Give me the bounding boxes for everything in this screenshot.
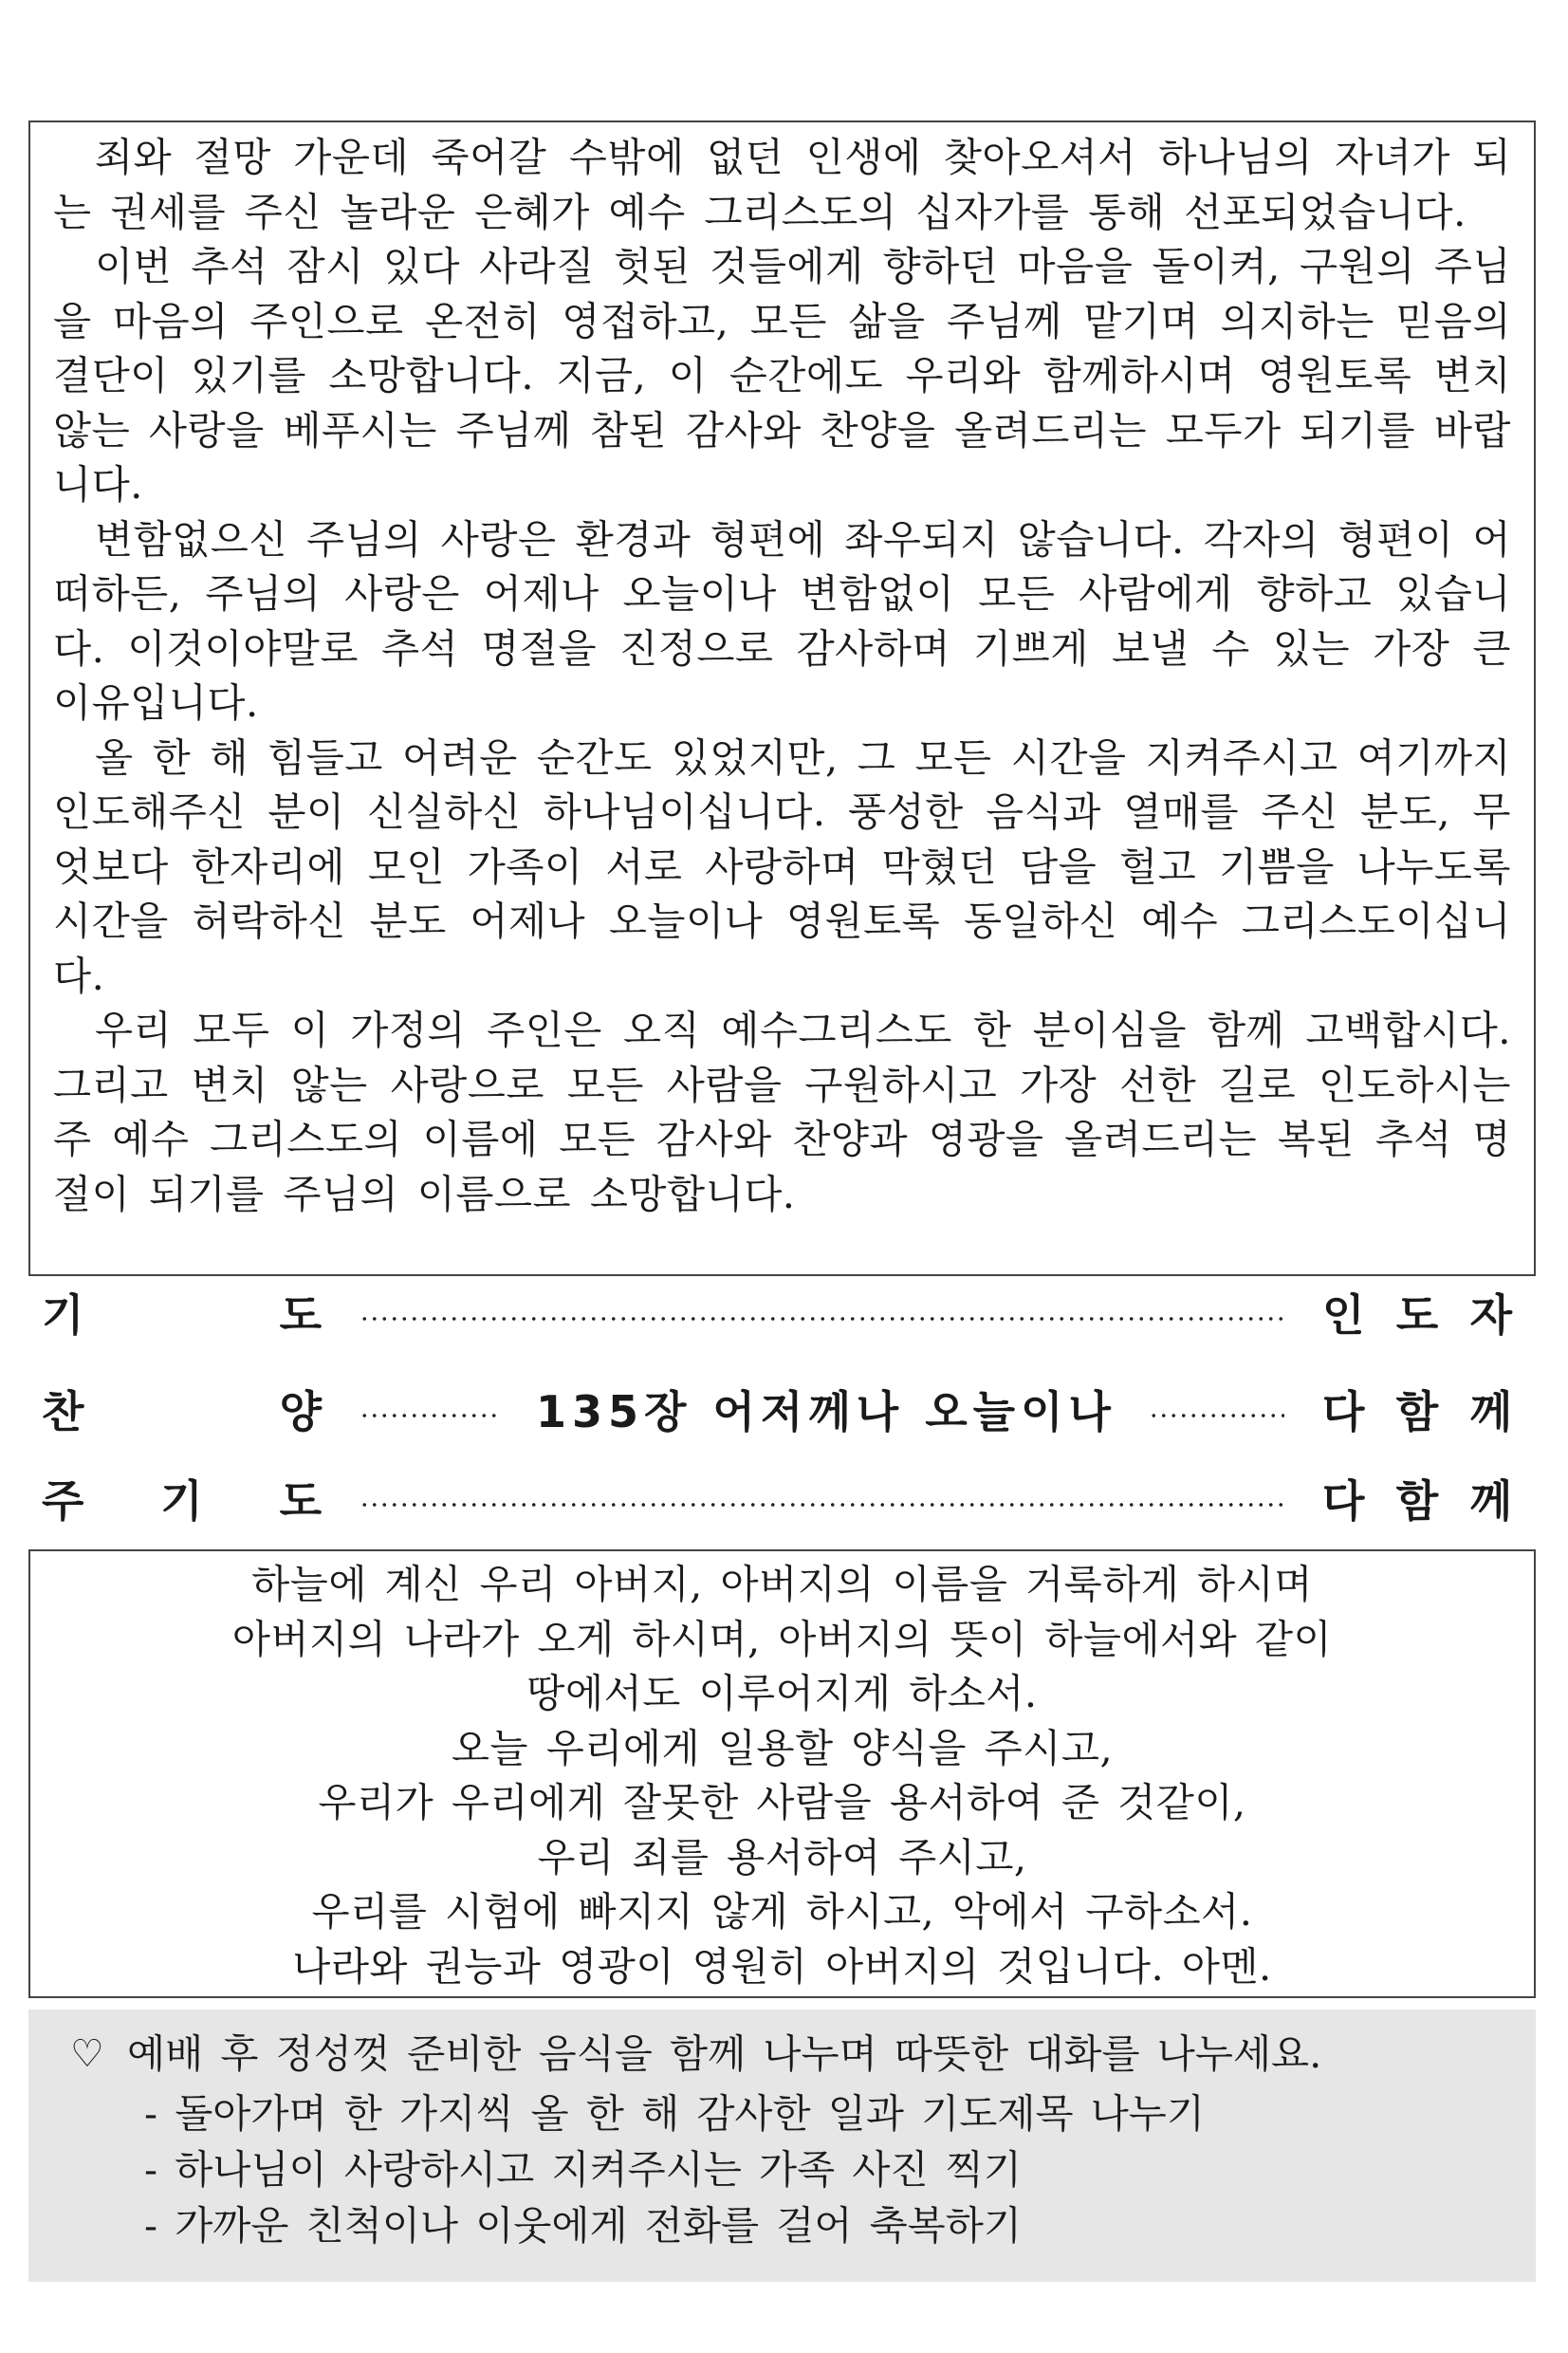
order-leader-char: 다 bbox=[1322, 1475, 1365, 1527]
order-leader-prayer bbox=[1322, 1281, 1512, 1343]
order-label-char: 주 bbox=[42, 1475, 84, 1527]
dotted-leader bbox=[360, 1503, 1284, 1507]
list-item: - 돌아가며 한 가지씩 올 한 해 감사한 일과 기도제목 나누기 bbox=[144, 2090, 1205, 2137]
dotted-leader bbox=[360, 1317, 1284, 1321]
order-label-hymn bbox=[42, 1378, 322, 1440]
list-item: - 하나님이 사랑하시고 지켜주시는 가족 사진 찍기 bbox=[144, 2146, 1022, 2193]
order-leader-char: 께 bbox=[1469, 1475, 1512, 1527]
order-label-char: 양 bbox=[279, 1386, 322, 1437]
order-label-char: 도 bbox=[279, 1289, 322, 1341]
message-paragraph: 죄와 절망 가운데 죽어갈 수밖에 없던 인생에 찾아오셔서 하나님의 자녀가 되는 권세를 주신 놀라운 은혜가 예수 그리스도의 십자가를 통해 선포되었습니다. bbox=[53, 134, 1511, 235]
message-box bbox=[28, 120, 1536, 1276]
prayer-line: 오늘 우리에게 일용할 양식을 주시고, bbox=[451, 1724, 1114, 1771]
notice-heading: 예배 후 정성껏 준비한 음식을 함께 나누며 따뜻한 대화를 나누세요. bbox=[127, 2030, 1322, 2077]
notice-heading-row bbox=[70, 2030, 1321, 2078]
order-leader-hymn bbox=[1322, 1378, 1512, 1440]
message-paragraph: 우리 모두 이 가정의 주인은 오직 예수그리스도 한 분이심을 함께 고백합시다. 그리고 변치 않는 사랑으로 모든 사람을 구원하시고 가장 선한 길로 인도하시는 주 예수 그리스도의 이름에 모든 감사와 찬양과 영광을 올려드리는 복된 추석 명절이 되기를 주님의 이름으로 소망합니다. bbox=[53, 1007, 1511, 1217]
lords-prayer-box bbox=[28, 1549, 1536, 1998]
heart-outline-icon: ♡ bbox=[70, 2032, 104, 2076]
hymn-title: 135장 어저께나 오늘이나 bbox=[536, 1386, 1116, 1437]
order-leader-char: 인 bbox=[1322, 1289, 1365, 1341]
order-label-prayer bbox=[42, 1281, 322, 1343]
prayer-line: 우리를 시험에 빠지지 않게 하시고, 악에서 구하소서. bbox=[311, 1888, 1253, 1935]
order-row-prayer bbox=[42, 1279, 1512, 1345]
message-paragraph: 변함없으신 주님의 사랑은 환경과 형편에 좌우되지 않습니다. 각자의 형편이 어떠하든, 주님의 사랑은 어제나 오늘이나 변함없이 모든 사람에게 향하고 있습니다. 이것이야말로 추석 명절을 진정으로 감사하며 기쁘게 보낼 수 있는 가장 큰 이유입니다. bbox=[53, 515, 1511, 726]
list-item: - 가까운 친척이나 이웃에게 전화를 걸어 축복하기 bbox=[144, 2202, 1022, 2249]
prayer-line: 하늘에 계신 우리 아버지, 아버지의 이름을 거룩하게 하시며 bbox=[251, 1561, 1313, 1607]
order-label-char: 찬 bbox=[42, 1386, 84, 1437]
order-label-lords-prayer bbox=[42, 1467, 322, 1529]
order-leader-char: 도 bbox=[1395, 1289, 1439, 1341]
prayer-line: 우리 죄를 용서하여 주시고, bbox=[537, 1833, 1027, 1881]
prayer-line: 땅에서도 이루어지게 하소서. bbox=[526, 1670, 1038, 1716]
order-leader-char: 께 bbox=[1469, 1386, 1512, 1437]
order-label-char: 기 bbox=[42, 1289, 84, 1341]
prayer-line: 아버지의 나라가 오게 하시며, 아버지의 뜻이 하늘에서와 같이 bbox=[231, 1615, 1333, 1662]
dotted-leader bbox=[360, 1414, 502, 1417]
notice-list bbox=[144, 2085, 1205, 2253]
order-label-char: 기 bbox=[160, 1475, 203, 1527]
message-paragraph: 올 한 해 힘들고 어려운 순간도 있었지만, 그 모든 시간을 지켜주시고 여기까지 인도해주신 분이 신실하신 하나님이십니다. 풍성한 음식과 열매를 주신 분도, 무엇보다 한자리에 모인 가족이 서로 사랑하며 막혔던 담을 헐고 기쁨을 나누도록 시간을 허락하신 분도 어제나 오늘이나 영원토록 동일하신 예수 그리스도이십니다. bbox=[53, 733, 1511, 999]
notice-box bbox=[28, 2010, 1536, 2282]
order-row-lords-prayer bbox=[42, 1465, 1512, 1531]
message-paragraph: 이번 추석 잠시 있다 사라질 헛된 것들에게 향하던 마음을 돌이켜, 구원의 주님을 마음의 주인으로 온전히 영접하고, 모든 삶을 주님께 맡기며 의지하는 믿음의 결단이 있기를 소망합니다. 지금, 이 순간에도 우리와 함께하시며 영원토록 변치 않는 사랑을 베푸시는 주님께 참된 감사와 찬양을 올려드리는 모두가 되기를 바랍니다. bbox=[53, 243, 1511, 508]
order-leader-lords-prayer bbox=[1322, 1467, 1512, 1529]
dotted-leader bbox=[1149, 1414, 1284, 1417]
order-leader-char: 자 bbox=[1469, 1289, 1512, 1341]
order-row-hymn bbox=[42, 1376, 1512, 1442]
order-label-char: 도 bbox=[279, 1475, 322, 1527]
order-leader-char: 함 bbox=[1395, 1386, 1439, 1437]
prayer-line: 나라와 권능과 영광이 영원히 아버지의 것입니다. 아멘. bbox=[292, 1942, 1272, 1990]
order-leader-char: 다 bbox=[1322, 1386, 1365, 1437]
prayer-line: 우리가 우리에게 잘못한 사람을 용서하여 준 것같이, bbox=[318, 1779, 1246, 1825]
order-leader-char: 함 bbox=[1395, 1475, 1439, 1527]
